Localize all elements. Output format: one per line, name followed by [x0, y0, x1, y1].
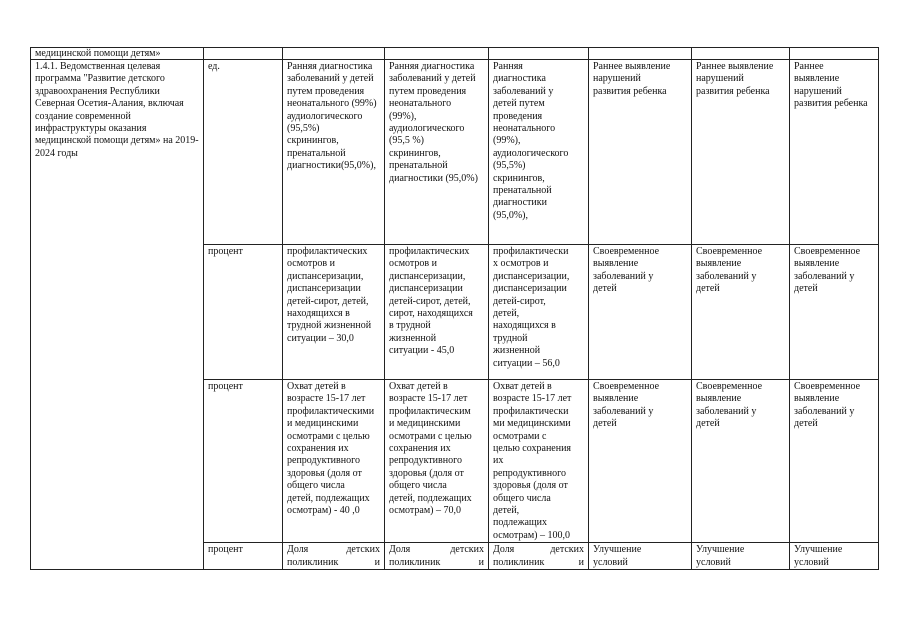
indicator-2022-cell: Охват детей в возрасте 15-17 лет профилактическими и медицинскими осмотрами с целью сохранения их репродуктивного здоровья (доля от общего числа детей, подлежащих осмотрам) - 40 ,0 — [283, 380, 385, 543]
result-cell: Улучшение условий — [589, 543, 692, 570]
indicator-2024-cell: Ранняя диагностика заболеваний у детей путем проведения неонатального (99%), аудиологического (95,5%) скринингов, пренатальной диагностики (95,0%), — [489, 60, 589, 245]
program-name-cell: 1.4.1. Ведомственная целевая программа "Развитие детского здравоохранения Республики Северная Осетия-Алания, включая создание современной инфраструктуры оказания медицинской помощи детям» на 2019-2024 годы — [31, 60, 204, 570]
indicator-2023-cell: Охват детей в возрасте 15-17 лет профилактическим и медицинскими осмотрами с целью сохранения их репродуктивного здоровья (доля от общего числа детей, подлежащих осмотрам) – 70,0 — [385, 380, 489, 543]
unit-cell: ед. — [204, 60, 283, 245]
indicator-2024-cell: Доля детских поликлиник и — [489, 543, 589, 570]
table-row — [31, 48, 879, 60]
indicator-2023-cell: профилактических осмотров и диспансеризации, диспансеризации детей-сирот, детей, сирот, находящихся в трудной жизненной ситуации - 45,0 — [385, 245, 489, 380]
unit-cell: процент — [204, 543, 283, 570]
empty-cell — [283, 48, 385, 60]
program-table — [30, 47, 879, 570]
result-cell: Своевременное выявление заболеваний у детей — [692, 245, 790, 380]
result-cell: Улучшение условий — [790, 543, 879, 570]
table-row — [31, 60, 879, 245]
empty-cell — [589, 48, 692, 60]
indicator-2023-cell: Доля детских поликлиник и — [385, 543, 489, 570]
indicator-2022-cell: Ранняя диагностика заболеваний у детей путем проведения неонатального (99%) аудиологического (95,5%) скринингов, пренатальной диагностики(95,0%), — [283, 60, 385, 245]
empty-cell — [692, 48, 790, 60]
result-cell: Своевременное выявление заболеваний у детей — [692, 380, 790, 543]
indicator-2023-cell: Ранняя диагностика заболеваний у детей путем проведения неонатального (99%), аудиологического (95,5 %) скринингов, пренатальной диагностики (95,0%) — [385, 60, 489, 245]
empty-cell — [204, 48, 283, 60]
indicator-2022-cell: профилактических осмотров и диспансеризации, диспансеризации детей-сирот, детей, находящихся в трудной жизненной ситуации – 30,0 — [283, 245, 385, 380]
unit-cell: процент — [204, 245, 283, 380]
indicator-2024-cell: Охват детей в возрасте 15-17 лет профилактически ми медицинскими осмотрами с целью сохранения их репродуктивного здоровья (доля от общего числа детей, подлежащих осмотрам) – 100,0 — [489, 380, 589, 543]
indicator-2024-cell: профилактически х осмотров и диспансеризации, диспансеризации детей-сирот, детей, находящихся в трудной жизненной ситуации – 56,0 — [489, 245, 589, 380]
indicator-2022-cell: Доля детских поликлиник и — [283, 543, 385, 570]
result-cell: Своевременное выявление заболеваний у детей — [589, 245, 692, 380]
empty-cell — [385, 48, 489, 60]
result-cell: Своевременное выявление заболеваний у детей — [790, 380, 879, 543]
result-cell: Своевременное выявление заболеваний у детей — [589, 380, 692, 543]
program-name-tail: медицинской помощи детям» — [31, 48, 204, 60]
result-cell: Раннее выявление нарушений развития ребенка — [790, 60, 879, 245]
result-cell: Своевременное выявление заболеваний у детей — [790, 245, 879, 380]
unit-cell: процент — [204, 380, 283, 543]
result-cell: Раннее выявление нарушений развития ребенка — [692, 60, 790, 245]
empty-cell — [489, 48, 589, 60]
result-cell: Улучшение условий — [692, 543, 790, 570]
result-cell: Раннее выявление нарушений развития ребенка — [589, 60, 692, 245]
empty-cell — [790, 48, 879, 60]
